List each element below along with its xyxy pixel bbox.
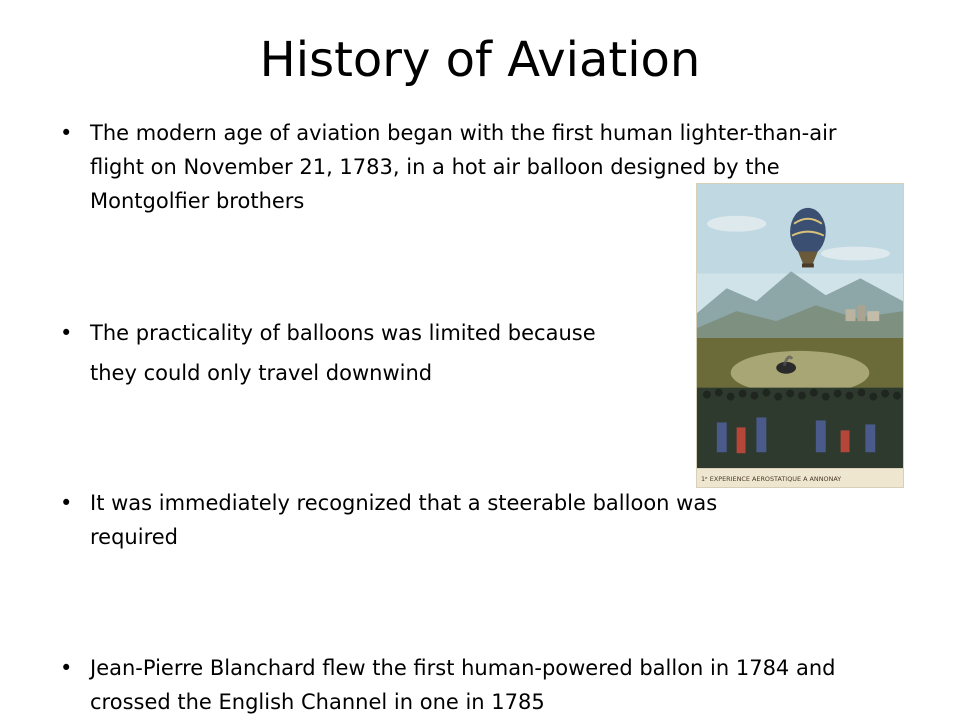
illustration-caption: 1ᵉ EXPERIENCE AEROSTATIQUE A ANNONAY (700, 475, 842, 484)
bullet-continuation: they could only travel downwind (90, 361, 433, 385)
slide-title: History of Aviation (259, 32, 701, 88)
bullet-marker: • (60, 491, 73, 515)
balloon-scene-icon (697, 184, 903, 487)
bullet-marker: • (60, 321, 73, 345)
bullet-marker: • (60, 121, 73, 145)
bullet-text: The modern age of aviation began with the first human lighter-than-air flight on November 21, 1783, in a hot air balloon designed by the Montgolfier brothers (90, 121, 837, 213)
bullet-text: Jean-Pierre Blanchard flew the first human-powered ballon in 1784 and crossed the English Channel in one in 1785 (90, 656, 836, 714)
bullet-marker: • (60, 656, 73, 680)
bullet-text: The practicality of balloons was limited because (90, 321, 596, 345)
hot-air-balloon-illustration (696, 183, 904, 488)
bullet-text: It was immediately recognized that a steerable balloon was required (90, 491, 718, 549)
